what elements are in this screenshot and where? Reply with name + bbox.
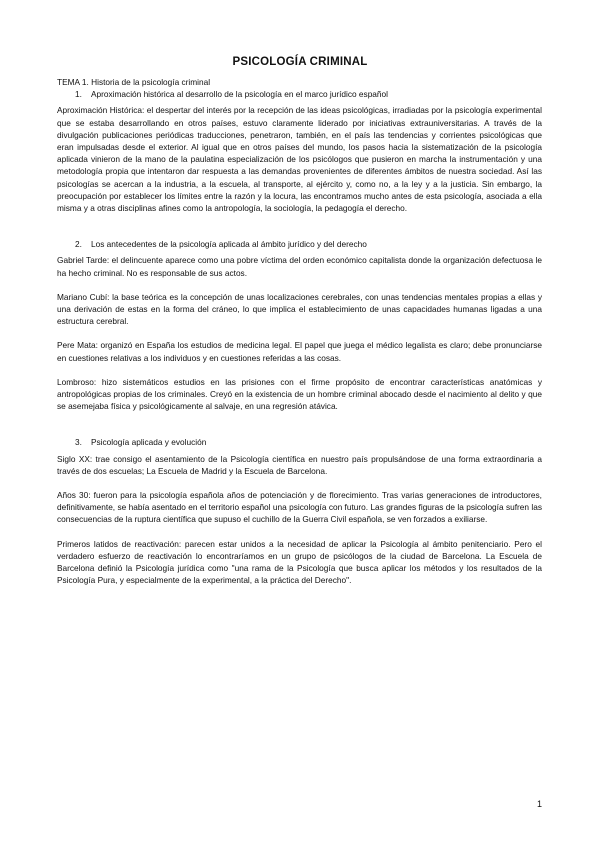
paragraph-tarde: Gabriel Tarde: el delincuente aparece como una pobre víctima del orden económico capitalista donde la organización defectuosa le ha hecho criminal. No es responsable de sus actos.	[57, 255, 542, 278]
paragraph-reactivacion: Primeros latidos de reactivación: parecen estar unidos a la necesidad de aplicar la Psicología al ámbito penitenciario. Pero el verdadero esfuerzo de reactivación lo encontraríamos en un grupo de psicólogos de la ciudad de Barcelona. La Escuela de Barcelona definió la Psicología jurídica como "una rama de la Psicología que busca aplicar los métodos y los resultados de la Psicología Pura, y especialmente de la experimental, a la práctica del Derecho".	[57, 538, 542, 586]
section-number: 2.	[75, 239, 82, 250]
section-heading-2	[75, 238, 542, 250]
document-body	[57, 76, 542, 587]
paragraph-cubi: Mariano Cubí: la base teórica es la concepción de unas localizaciones cerebrales, con unas tendencias mentales propias a ellas y una derivación de estas en la forma del cráneo, lo que implica el establecimiento de unas capacidades humanas ligadas a una estructura cerebral.	[57, 291, 542, 327]
tema-heading: TEMA 1. Historia de la psicología criminal	[57, 77, 211, 87]
paragraph-siglo-xx: Siglo XX: trae consigo el asentamiento de la Psicología científica en nuestro país propulsándose de una forma extraordinaria a través de dos escuelas; La Escuela de Madrid y la Escuela de Barcelona.	[57, 453, 542, 476]
paragraph-aproximacion: Aproximación Histórica: el despertar del interés por la recepción de las ideas psicológicas, irradiadas por la psicología experimental que se estaba desarrollando en otros países, estuvo claramente liderado por iniciativas extrauniversitarias. A través de la divulgación publicaciones periódicas traducciones, penetraron, también, en el país las tendencias y corrientes psicológicas que eran impulsadas desde el exterior. Al igual que en otros países del mundo, los pasos hacia la sistematización de la psicología aplicada vinieron de la mano de la paulatina especialización de los psicólogos que pusieron en marcha la instrumentación y una metodología propia que intentaron dar respuesta a las demandas provenientes de diferentes ámbitos de nuestra sociedad. Así las psicologías se acercan a la industria, a la escuela, al transporte, al ejército y, como no, a la ley y a la justicia. Sin embargo, la preocupación por establecer los límites entre la razón y la locura, las encontramos mucho antes de esta psicología, asociada a ella misma y a otras disciplinas afines como la antropología, la sociología, la pedagogía el derecho.	[57, 105, 542, 214]
page-title: PSICOLOGÍA CRIMINAL	[232, 56, 368, 68]
section-heading-1	[75, 88, 542, 100]
section-number: 3.	[75, 437, 82, 448]
paragraph-mata: Pere Mata: organizó en España los estudios de medicina legal. El papel que juega el médico legalista es claro; debe pronunciarse en cuestiones relativas a los individuos y en cuestiones referidas a las cosas.	[57, 340, 542, 363]
section-heading-3	[75, 436, 542, 448]
paragraph-anos-30: Años 30: fueron para la psicología española años de potenciación y de florecimiento. Tras varias generaciones de introductores, definitivamente, se había asentado en el territorio español una psicología con futuro. Las grandes figuras de la psicología sufren las consecuencias de la ruptura científica que supuso el cuchillo de la Guerra Civil española, se ven forzados a exiliarse.	[57, 490, 542, 525]
paragraph-lombroso: Lombroso: hizo sistemáticos estudios en las prisiones con el firme propósito de encontrar características anatómicas y antropológicas propias de los criminales. Creyó en la existencia de un hombre criminal abocado desde el nacimiento al delito y que se asemejaba física y psicológicamente al salvaje, en una regresión atávica.	[57, 376, 542, 412]
page-number: 1	[536, 799, 542, 809]
section-heading-text: Los antecedentes de la psicología aplicada al ámbito jurídico y del derecho	[91, 239, 367, 250]
section-heading-text: Aproximación histórica al desarrollo de la psicología en el marco jurídico español	[91, 89, 388, 100]
section-heading-text: Psicología aplicada y evolución	[91, 437, 207, 448]
section-number: 1.	[75, 89, 82, 100]
